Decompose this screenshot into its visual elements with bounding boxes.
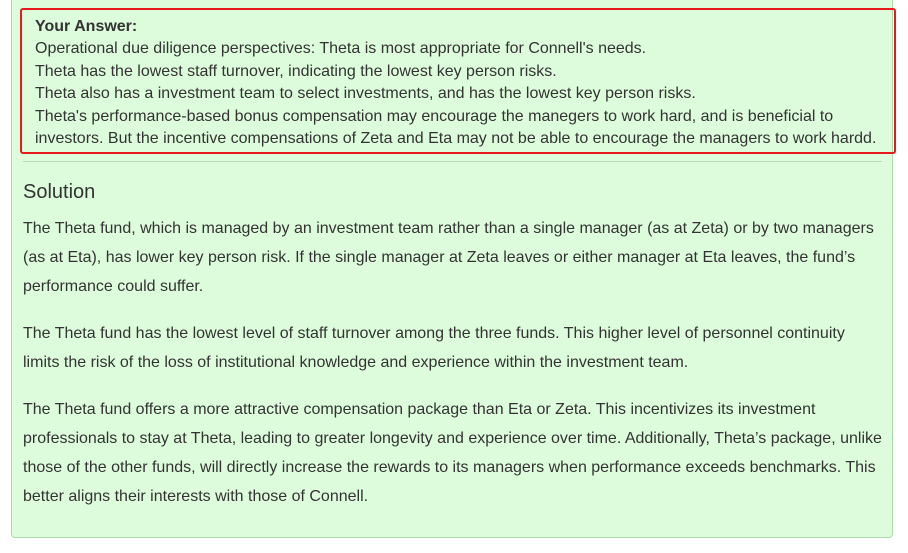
solution-heading: Solution <box>23 181 96 203</box>
your-answer-heading: Your Answer: <box>35 18 138 35</box>
section-divider <box>23 161 882 162</box>
solution-paragraph: The Theta fund has the lowest level of staff turnover among the three funds. This higher level of personnel continuity limits the risk of the loss of institutional knowledge and experience within the investment team. <box>23 325 845 371</box>
solution-paragraph: The Theta fund offers a more attractive compensation package than Eta or Zeta. This incentivizes its investment professionals to stay at Theta, leading to greater longevity and experience over time. Additionally, Theta’s package, unlike those of the other funds, will directly increase the rewards to its managers when performance exceeds benchmarks. This better aligns their interests with those of Connell. <box>23 401 882 505</box>
solution-paragraph: The Theta fund, which is managed by an investment team rather than a single manager (as at Zeta) or by two managers (as at Eta), has lower key person risk. If the single manager at Zeta leaves or either manager at Eta leaves, the fund’s performance could suffer. <box>23 220 874 295</box>
solution-body <box>23 214 883 529</box>
answer-line: Theta also has a investment team to select investments, and has the lowest key person risks. <box>35 85 696 102</box>
your-answer-box <box>20 8 896 154</box>
answer-line: Theta's performance-based bonus compensation may encourage the manegers to work hard, and is beneficial to <box>35 107 834 125</box>
answer-line: Operational due diligence perspectives: Theta is most appropriate for Connell's needs. <box>35 40 647 57</box>
answer-line: investors. But the incentive compensations of Zeta and Eta may not be able to encourage the managers to work hardd. <box>35 130 877 147</box>
answer-line: Theta has the lowest staff turnover, indicating the lowest key person risks. <box>35 62 557 80</box>
